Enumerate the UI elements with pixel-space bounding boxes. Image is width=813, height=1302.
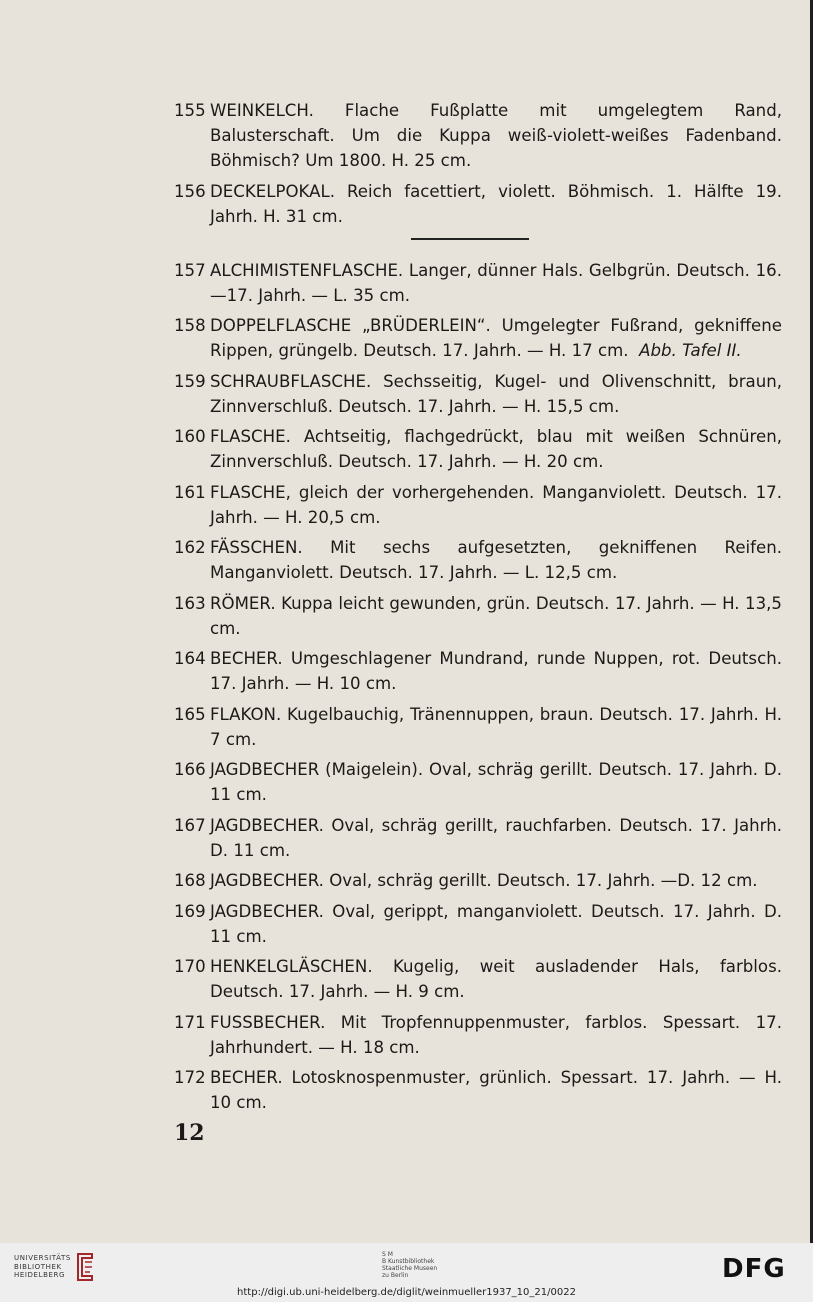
catalog-entry xyxy=(174,813,782,863)
catalog-entry xyxy=(174,646,782,696)
university-seal-icon xyxy=(74,1252,96,1282)
page-number: 12 xyxy=(174,1120,205,1146)
entry-text: FLASCHE. Achtseitig, flachgedrückt, blau mit weißen Schnüren, Zinnverschluß. Deutsch. 17. Jahrh. — H. 20 cm. xyxy=(210,427,782,471)
entry-text: SCHRAUBFLASCHE. Sechsseitig, Kugel- und Olivenschnitt, braun, Zinnverschluß. Deutsch. 17. Jahrh. — H. 15,5 cm. xyxy=(210,371,782,416)
catalog-entry xyxy=(174,591,782,641)
entry-text: JAGDBECHER. Oval, schräg gerillt. Deutsch. 17. Jahrh. —D. 12 cm. xyxy=(210,871,758,890)
entry-number: 158 xyxy=(174,316,206,335)
entry-text: JAGDBECHER (Maigelein). Oval, schräg gerillt. Deutsch. 17. Jahrh. D. 11 cm. xyxy=(210,760,782,804)
catalog-entries xyxy=(174,98,782,1121)
entry-number: 161 xyxy=(174,482,206,502)
entry-text: HENKELGLÄSCHEN. Kugelig, weit ausladender Hals, farblos. Deutsch. 17. Jahrh. — H. 9 cm. xyxy=(210,957,782,1001)
entry-number: 172 xyxy=(174,1068,206,1087)
entry-text: FLASCHE, gleich der vorhergehenden. Manganviolett. Deutsch. 17. Jahrh. — H. 20,5 cm. xyxy=(210,482,782,527)
entry-number: 156 xyxy=(174,181,206,201)
catalog-entry xyxy=(174,757,782,807)
entry-number: 159 xyxy=(174,371,206,391)
catalog-entry xyxy=(174,424,782,474)
entry-text: DECKELPOKAL. Reich facettiert, violett. Böhmisch. 1. Hälfte 19. Jahrh. H. 31 cm. xyxy=(210,181,782,226)
entry-number: 162 xyxy=(174,538,206,557)
entry-number: 160 xyxy=(174,427,206,446)
dfg-logo[interactable]: DFG xyxy=(722,1254,786,1284)
catalog-entry xyxy=(174,535,782,585)
catalog-entry xyxy=(174,369,782,419)
entry-text: WEINKELCH. Flache Fußplatte mit umgelegtem Rand, Balusterschaft. Um die Kuppa weiß-violett-weißes Fadenband. Böhmisch? Um 1800. H. 25 cm. xyxy=(210,101,782,170)
catalog-entry xyxy=(174,1010,782,1060)
entry-number: 169 xyxy=(174,901,206,921)
entry-text: FÄSSCHEN. Mit sechs aufgesetzten, gekniffenen Reifen. Manganviolett. Deutsch. 17. Jahrh. — L. 12,5 cm. xyxy=(210,538,782,582)
entry-text: JAGDBECHER. Oval, gerippt, manganviolett. Deutsch. 17. Jahrh. D. 11 cm. xyxy=(210,901,782,946)
entry-text: JAGDBECHER. Oval, schräg gerillt, rauchfarben. Deutsch. 17. Jahrh. D. 11 cm. xyxy=(210,815,782,860)
entry-text: RÖMER. Kuppa leicht gewunden, grün. Deutsch. 17. Jahrh. — H. 13,5 cm. xyxy=(210,593,782,638)
entry-number: 168 xyxy=(174,871,206,890)
catalog-entry xyxy=(174,868,782,893)
entry-text-with-reference xyxy=(210,313,782,363)
catalog-entry xyxy=(174,480,782,530)
catalog-entry xyxy=(174,98,782,173)
catalog-entry xyxy=(174,702,782,752)
entry-text: BECHER. Umgeschlagener Mundrand, runde Nuppen, rot. Deutsch. 17. Jahrh. — H. 10 cm. xyxy=(210,649,782,693)
entry-number: 155 xyxy=(174,101,206,120)
catalog-entry xyxy=(174,179,782,229)
source-url-link[interactable]: http://digi.ub.uni-heidelberg.de/diglit/weinmueller1937_10_21/0022 xyxy=(237,1287,576,1298)
catalog-entry xyxy=(174,258,782,308)
entry-number: 164 xyxy=(174,649,206,668)
entry-text: ALCHIMISTENFLASCHE. Langer, dünner Hals. Gelbgrün. Deutsch. 16.—17. Jahrh. — L. 35 cm. xyxy=(210,260,782,305)
kunstbibliothek-logo[interactable]: S M B Kunstbibliothek Staatliche Museen zu Berlin xyxy=(382,1251,438,1279)
entry-text: FLAKON. Kugelbauchig, Tränennuppen, braun. Deutsch. 17. Jahrh. H. 7 cm. xyxy=(210,704,782,749)
entry-text: DOPPELFLASCHE „BRÜDERLEIN“. Umgelegter Fußrand, gekniffene Rippen, grüngelb. Deutsch. 17. Jahrh. — H. 17 cm. xyxy=(210,316,782,360)
section-divider xyxy=(411,238,529,240)
plate-reference: Abb. Tafel II. xyxy=(639,341,742,360)
catalog-entry xyxy=(174,899,782,949)
university-library-logo[interactable]: UNIVERSITÄTS BIBLIOTHEK HEIDELBERG xyxy=(14,1254,71,1279)
entry-number: 171 xyxy=(174,1012,206,1032)
entry-number: 165 xyxy=(174,704,206,724)
catalog-entry xyxy=(174,1065,782,1115)
entry-number: 167 xyxy=(174,815,206,835)
entry-number: 166 xyxy=(174,760,206,779)
entry-text: FUSSBECHER. Mit Tropfennuppenmuster, farblos. Spessart. 17. Jahrhundert. — H. 18 cm. xyxy=(210,1012,782,1057)
entry-number: 170 xyxy=(174,957,206,976)
catalog-entry xyxy=(174,954,782,1004)
entry-number: 163 xyxy=(174,593,206,613)
catalog-entry xyxy=(174,313,782,363)
entry-text: BECHER. Lotosknospenmuster, grünlich. Spessart. 17. Jahrh. — H. 10 cm. xyxy=(210,1068,782,1112)
entry-number: 157 xyxy=(174,260,206,280)
